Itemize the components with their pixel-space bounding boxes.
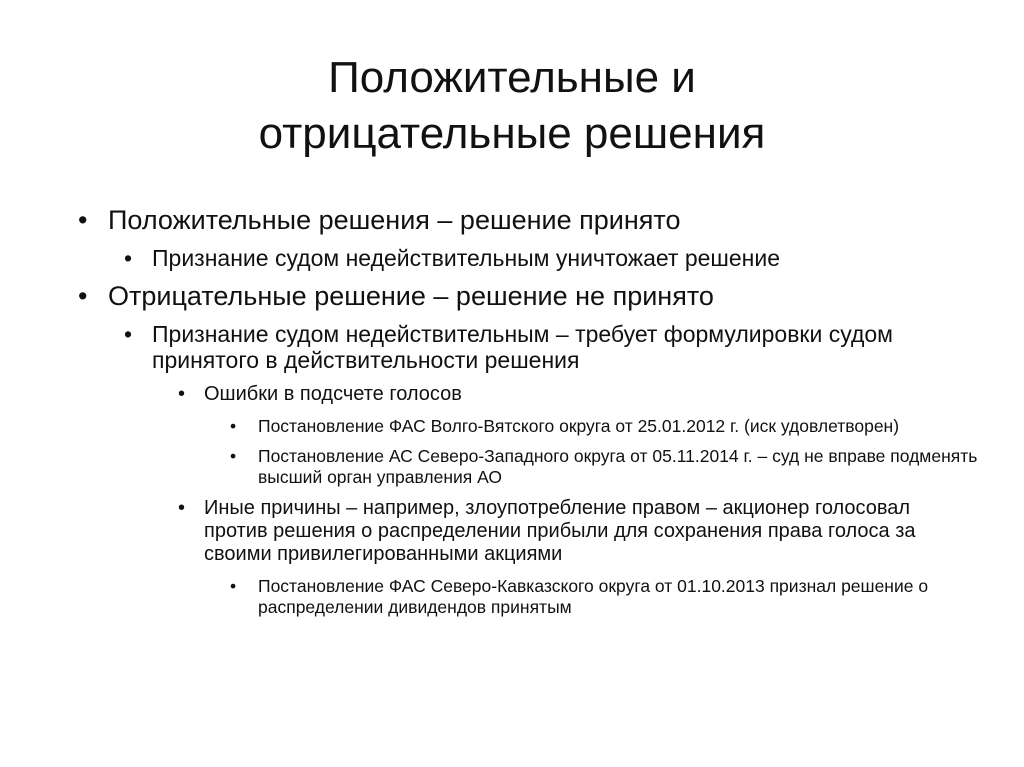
bullet-icon: •	[178, 497, 186, 519]
list-item	[178, 383, 978, 406]
list-item	[124, 245, 978, 271]
list-item-text: Постановление ФАС Северо-Кавказского округа от 01.10.2013 признал решение о распределении дивидендов принятым	[258, 576, 929, 617]
list-item-text: Признание судом недействительным уничтожает решение	[152, 245, 781, 271]
list-item-text: Постановление ФАС Волго-Вятского округа от 25.01.2012 г. (иск удовлетворен)	[258, 416, 900, 436]
list-item	[230, 416, 978, 437]
bullet-icon: •	[230, 576, 237, 596]
bullet-list	[78, 205, 978, 627]
bullet-icon: •	[78, 281, 88, 311]
list-item-text: Отрицательные решение – решение не принято	[108, 281, 714, 311]
slide-title	[0, 50, 1024, 162]
bullet-icon: •	[124, 321, 133, 347]
bullet-icon: •	[230, 446, 237, 466]
list-item-text: Признание судом недействительным – требует формулировки судом принятого в действительности решения	[152, 321, 893, 373]
list-item	[230, 446, 978, 488]
bullet-icon: •	[230, 416, 237, 436]
list-item	[178, 497, 978, 566]
slide-title-line-1: Положительные и	[328, 53, 696, 102]
bullet-icon: •	[124, 245, 133, 271]
list-item	[78, 205, 978, 236]
list-item-text: Ошибки в подсчете голосов	[204, 383, 462, 405]
bullet-icon: •	[178, 383, 186, 405]
slide-title-line-2: отрицательные решения	[258, 109, 766, 158]
list-item	[78, 281, 978, 312]
list-item-text: Положительные решения – решение принято	[108, 205, 681, 235]
bullet-icon: •	[78, 205, 88, 235]
list-item	[230, 576, 978, 618]
list-item	[124, 321, 978, 373]
list-item-text: Постановление АС Северо-Западного округа от 05.11.2014 г. – суд не вправе подменять высший орган управления АО	[258, 446, 978, 487]
list-item-text: Иные причины – например, злоупотребление правом – акционер голосовал против решения о распределении прибыли для сохранения права голоса за своими привилегированными акциями	[204, 497, 916, 565]
